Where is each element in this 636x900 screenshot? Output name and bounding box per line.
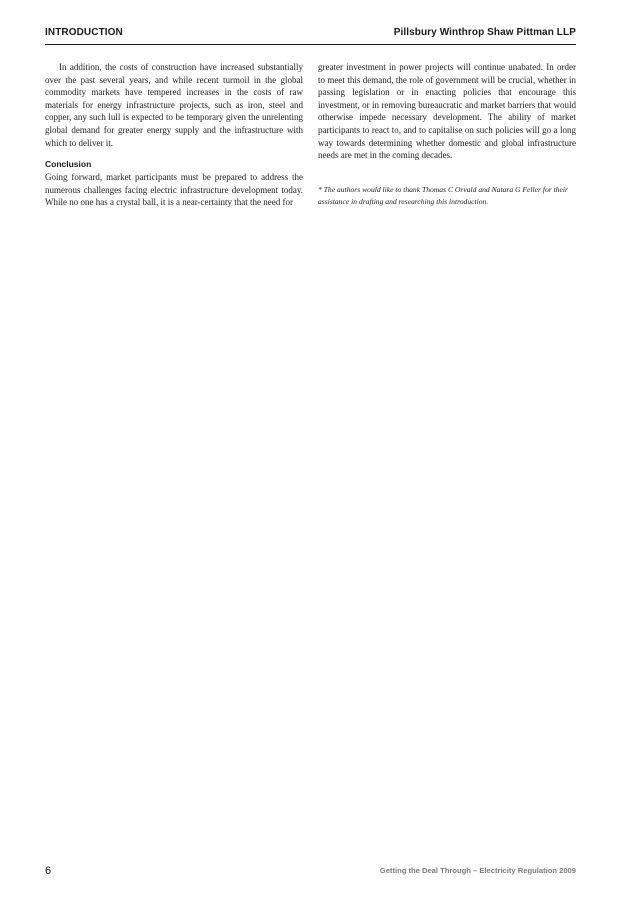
left-column bbox=[45, 61, 303, 209]
body-paragraph: greater investment in power projects will continue unabated. In order to meet this demand, the role of government will be crucial, whether in passing legislation or in enacting policies that encourage this investment, or in removing bureaucratic and market barriers that would otherwise impede necessary development. The ability of market participants to react to, and to capitalise on such policies will go a long way towards determining whether domestic and global infrastructure needs are met in the coming decades. bbox=[318, 62, 576, 161]
footnote: * The authors would like to thank Thomas C Orvald and Natara G Feller for their assistance in drafting and researching this introduction. bbox=[318, 184, 568, 207]
page-number: 6 bbox=[45, 865, 52, 877]
right-column bbox=[318, 61, 576, 209]
running-header bbox=[45, 26, 576, 45]
body-paragraph: Going forward, market participants must be prepared to address the numerous challenges facing electric infrastructure development today. While no one has a crystal ball, it is a near-certainty that the need for bbox=[45, 172, 303, 208]
publication-title: Getting the Deal Through – Electricity Regulation 2009 bbox=[379, 866, 576, 875]
firm-name: Pillsbury Winthrop Shaw Pittman LLP bbox=[393, 27, 576, 38]
section-title: INTRODUCTION bbox=[45, 27, 123, 38]
body-paragraph: In addition, the costs of construction have increased substantially over the past several years, and while recent turmoil in the global commodity markets have tempered increases in the costs of raw materials for energy infrastructure projects, such as iron, steel and copper, any such lull is expected to be temporary given the unrelenting global demand for greater energy supply and the infrastructure with which to deliver it. bbox=[45, 62, 303, 148]
section-heading: Conclusion bbox=[45, 159, 92, 170]
